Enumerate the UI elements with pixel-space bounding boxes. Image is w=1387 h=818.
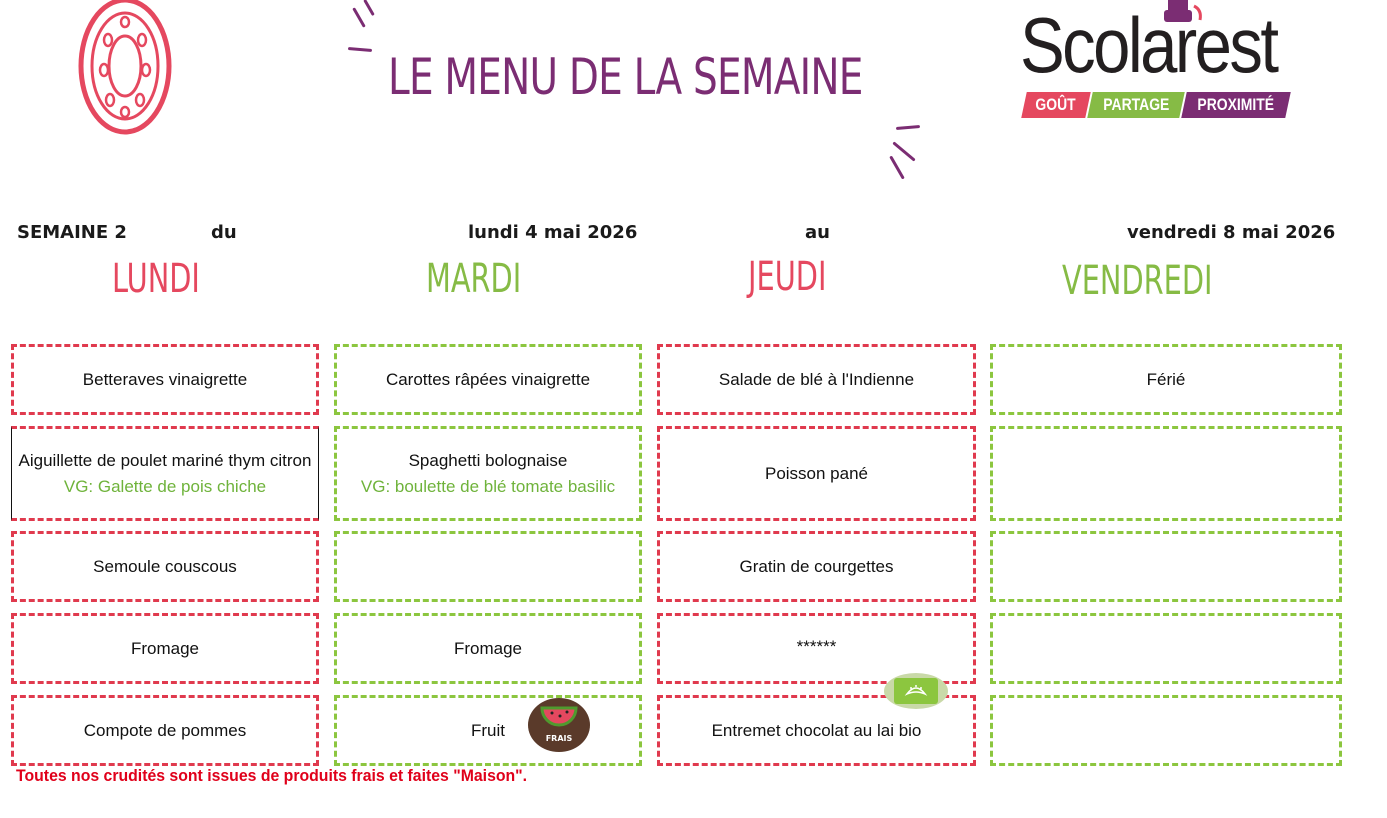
day-heading-lundi: LUNDI — [112, 256, 200, 302]
page-title: LE MENU DE LA SEMAINE — [388, 48, 863, 106]
day-heading-jeudi: JEUDI — [748, 254, 827, 300]
menu-cell: Aiguillette de poulet mariné thym citron VG: Galette de pois chiche — [11, 426, 319, 521]
day-heading-vendredi: VENDREDI — [1062, 258, 1213, 304]
menu-cell — [334, 531, 642, 602]
title-dash — [892, 141, 915, 161]
brand-tag: PARTAGE — [1087, 92, 1185, 118]
menu-cell: Compote de pommes — [11, 695, 319, 766]
brand-tag: PROXIMITÉ — [1181, 92, 1291, 118]
watermelon-icon — [540, 704, 578, 728]
fresh-badge-label: FRAIS — [545, 734, 573, 743]
end-date: vendredi 8 mai 2026 — [1127, 222, 1336, 243]
menu-cell: Carottes râpées vinaigrette — [334, 344, 642, 415]
brand-logo — [1020, 0, 1300, 124]
footnote: Toutes nos crudités sont issues de produits frais et faites "Maison". — [16, 766, 528, 785]
menu-cell: Semoule couscous — [11, 531, 319, 602]
menu-cell: Gratin de courgettes — [657, 531, 976, 602]
menu-cell: Fromage — [334, 613, 642, 684]
menu-cell: Fruit — [334, 695, 642, 766]
menu-cell — [990, 695, 1342, 766]
menu-cell — [990, 426, 1342, 521]
title-dash — [896, 125, 920, 130]
day-heading-mardi: MARDI — [426, 256, 522, 302]
menu-cell: ****** — [657, 613, 976, 684]
menu-cell: Spaghetti bolognaise VG: boulette de blé tomate basilic — [334, 426, 642, 521]
title-dash — [889, 155, 905, 179]
menu-cell — [990, 613, 1342, 684]
week-label: SEMAINE 2 — [17, 222, 127, 243]
organic-leaf-icon — [884, 673, 948, 709]
menu-cell: Entremet chocolat au lai bio — [657, 695, 976, 766]
menu-cell: Salade de blé à l'Indienne — [657, 344, 976, 415]
menu-cell: Poisson pané — [657, 426, 976, 521]
menu-cell — [990, 531, 1342, 602]
title-dash — [363, 0, 375, 16]
tomato-icon — [78, 0, 174, 136]
from-label: du — [211, 222, 237, 243]
menu-cell: Fromage — [11, 613, 319, 684]
brand-tag: GOÛT — [1021, 92, 1091, 118]
menu-cell: Férié — [990, 344, 1342, 415]
fresh-fruit-badge-icon — [528, 698, 590, 752]
menu-cell: Betteraves vinaigrette — [11, 344, 319, 415]
start-date: lundi 4 mai 2026 — [468, 222, 638, 243]
title-dash — [352, 7, 366, 28]
title-dash — [348, 47, 372, 52]
to-label: au — [805, 222, 830, 243]
brand-name: Scolarest — [1020, 1, 1277, 89]
